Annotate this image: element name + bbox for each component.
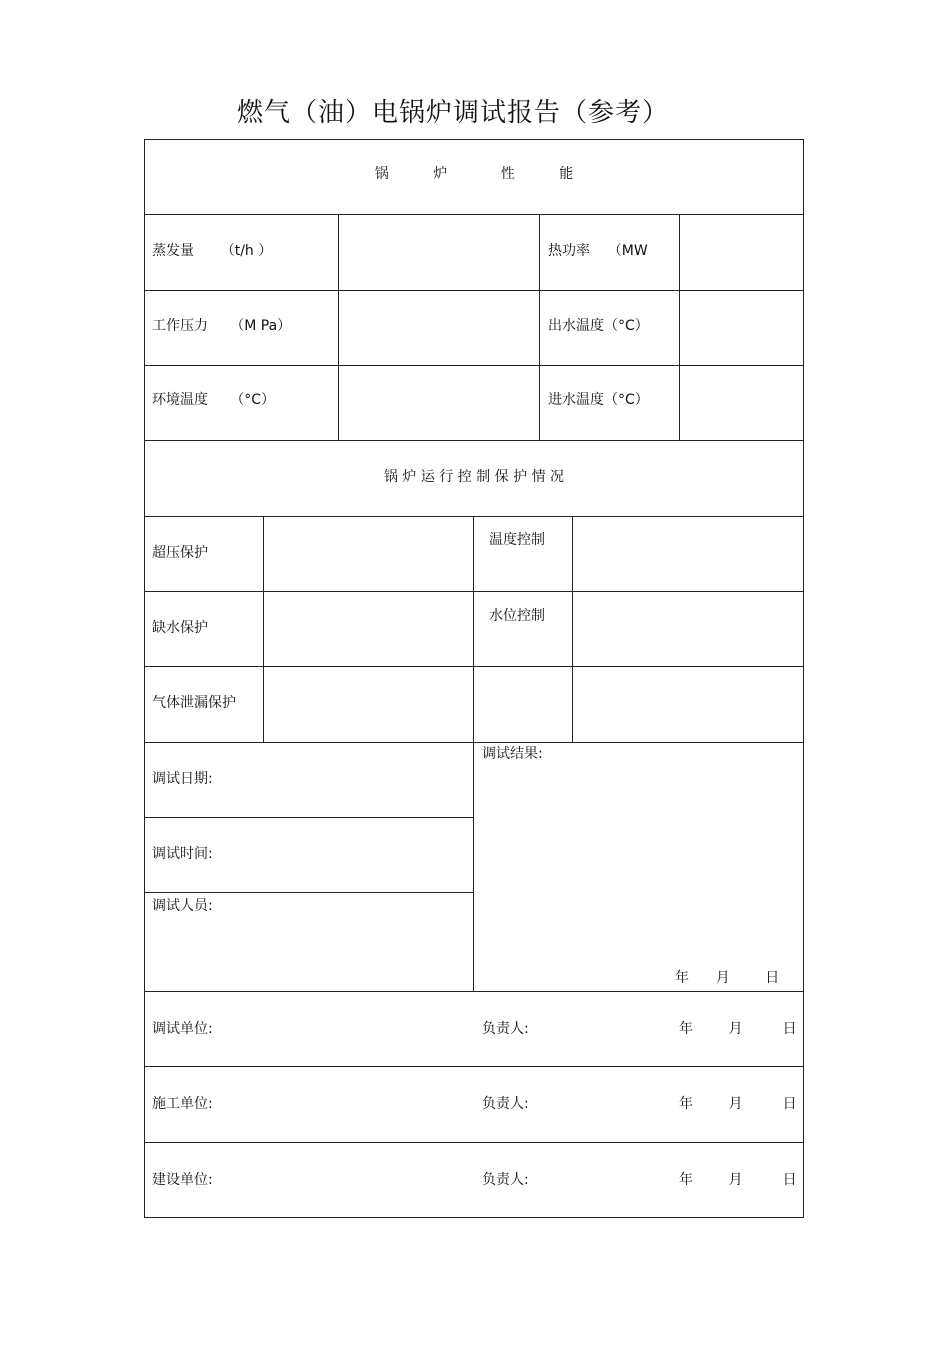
column-divider xyxy=(338,214,339,440)
field-label-temp-control: 温度控制 xyxy=(489,532,545,548)
table-border-bottom xyxy=(144,1217,804,1218)
field-label-outlet-temp: 出水温度（°C） xyxy=(548,318,649,334)
row-divider xyxy=(144,1142,804,1143)
signoff-date: 年 月 日 xyxy=(679,1096,797,1112)
field-label-debug-personnel: 调试人员: xyxy=(152,898,213,914)
column-divider xyxy=(473,516,474,742)
section-heading-performance: 锅 炉 性 能 xyxy=(374,166,574,182)
column-divider xyxy=(263,516,264,742)
field-label-low-water: 缺水保护 xyxy=(152,620,208,636)
row-divider xyxy=(144,892,473,893)
row-divider xyxy=(144,365,804,366)
field-label-responsible: 负责人: xyxy=(482,1021,529,1037)
column-divider xyxy=(572,516,573,742)
field-label-debug-result: 调试结果: xyxy=(482,746,543,762)
table-border-right xyxy=(803,139,804,1218)
field-label-overpressure: 超压保护 xyxy=(152,545,208,561)
column-divider xyxy=(679,214,680,440)
field-label-debug-time: 调试时间: xyxy=(152,846,213,862)
table-border-top xyxy=(144,139,804,140)
signoff-date: 年 月 日 xyxy=(679,1021,797,1037)
row-divider xyxy=(144,817,473,818)
column-divider xyxy=(473,742,474,991)
column-divider xyxy=(539,214,540,440)
report-form xyxy=(144,139,804,1218)
signoff-date: 年 月 日 xyxy=(679,1172,797,1188)
field-label-working-pressure: 工作压力 （M Pa） xyxy=(152,318,292,334)
section-heading-protection: 锅 炉 运 行 控 制 保 护 情 况 xyxy=(383,469,565,485)
field-label-owner-unit: 建设单位: xyxy=(152,1172,213,1188)
field-label-thermal-power: 热功率 （MW xyxy=(548,243,648,259)
table-border-left xyxy=(144,139,145,1218)
row-divider xyxy=(144,1066,804,1067)
result-date: 年 月 日 xyxy=(675,970,780,986)
field-label-debug-date: 调试日期: xyxy=(152,771,213,787)
page-title: 燃气（油）电锅炉调试报告（参考） xyxy=(236,98,669,128)
field-label-responsible: 负责人: xyxy=(482,1096,529,1112)
row-divider xyxy=(144,742,804,743)
row-divider xyxy=(144,214,804,215)
field-label-ambient-temp: 环境温度 （°C） xyxy=(152,392,276,408)
field-label-construction-unit: 施工单位: xyxy=(152,1096,213,1112)
row-divider xyxy=(144,290,804,291)
row-divider xyxy=(144,440,804,441)
row-divider xyxy=(144,666,804,667)
field-label-inlet-temp: 进水温度（°C） xyxy=(548,392,649,408)
row-divider xyxy=(144,991,804,992)
field-label-responsible: 负责人: xyxy=(482,1172,529,1188)
field-label-level-control: 水位控制 xyxy=(489,608,545,624)
field-label-evaporation: 蒸发量 （t/h ） xyxy=(152,243,273,259)
row-divider xyxy=(144,516,804,517)
field-label-debug-unit: 调试单位: xyxy=(152,1021,213,1037)
row-divider xyxy=(144,591,804,592)
field-label-gas-leak: 气体泄漏保护 xyxy=(152,695,236,711)
